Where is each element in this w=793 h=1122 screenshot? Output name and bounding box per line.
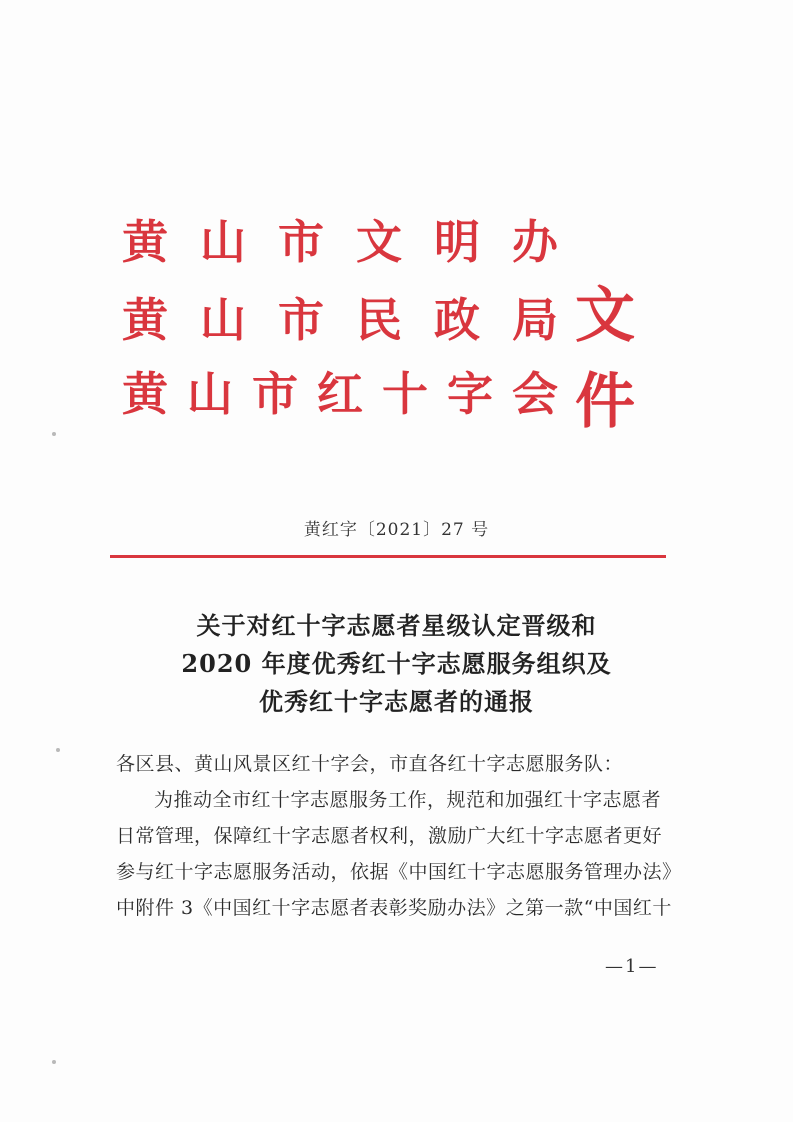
- salutation: 各区县、黄山风景区红十字会，市直各红十字志愿服务队：: [116, 753, 624, 775]
- document-word: 文件: [575, 281, 633, 437]
- document-number: 黄红字〔2021〕27 号: [303, 520, 490, 540]
- paragraph-line: 为推动全市红十字志愿服务工作，规范和加强红十字志愿者: [154, 789, 662, 811]
- agency-char: 市: [252, 367, 298, 421]
- agency-char: 办: [512, 215, 558, 269]
- agency-line-civilization-office: [120, 208, 560, 270]
- agency-char: 会: [512, 367, 558, 421]
- agency-char: 十: [382, 367, 428, 421]
- agency-char: 黄: [122, 367, 168, 421]
- agency-char: 市: [278, 293, 324, 347]
- scan-speck: [52, 432, 56, 436]
- agency-char: 山: [200, 215, 246, 269]
- red-divider-line: [110, 555, 666, 558]
- agency-char: 市: [278, 215, 324, 269]
- agency-char: 文: [356, 215, 402, 269]
- agency-char: 山: [187, 367, 233, 421]
- agency-char: 政: [434, 293, 480, 347]
- page-number: —1—: [605, 956, 659, 977]
- agency-char: 局: [512, 293, 558, 347]
- paragraph-line: 中附件 3《中国红十字志愿者表彰奖励办法》之第一款“中国红十: [116, 897, 672, 919]
- title-line-3: 优秀红十字志愿者的通报: [259, 687, 534, 716]
- scan-speck: [52, 1060, 56, 1064]
- notice-title: [100, 607, 693, 721]
- title-line-2: 2020 年度优秀红十字志愿服务组织及: [181, 649, 612, 678]
- agency-char: 山: [200, 293, 246, 347]
- agency-char: 民: [356, 293, 402, 347]
- paragraph-line: 日常管理，保障红十字志愿者权利，激励广大红十字志愿者更好: [116, 825, 663, 847]
- scan-speck: [56, 748, 60, 752]
- agency-char: 黄: [122, 215, 168, 269]
- agency-char: 红: [317, 367, 363, 421]
- notice-body: [116, 746, 682, 926]
- issuing-agencies-header: [120, 200, 680, 437]
- agency-char: 字: [447, 367, 493, 421]
- title-line-1: 关于对红十字志愿者星级认定晋级和: [196, 611, 597, 640]
- agency-line-civil-affairs-bureau: [120, 286, 560, 348]
- paragraph-line: 参与红十字志愿服务活动，依据《中国红十字志愿服务管理办法》: [116, 861, 682, 883]
- agency-char: 明: [434, 215, 480, 269]
- agency-char: 黄: [122, 293, 168, 347]
- agency-line-red-cross: [120, 360, 560, 422]
